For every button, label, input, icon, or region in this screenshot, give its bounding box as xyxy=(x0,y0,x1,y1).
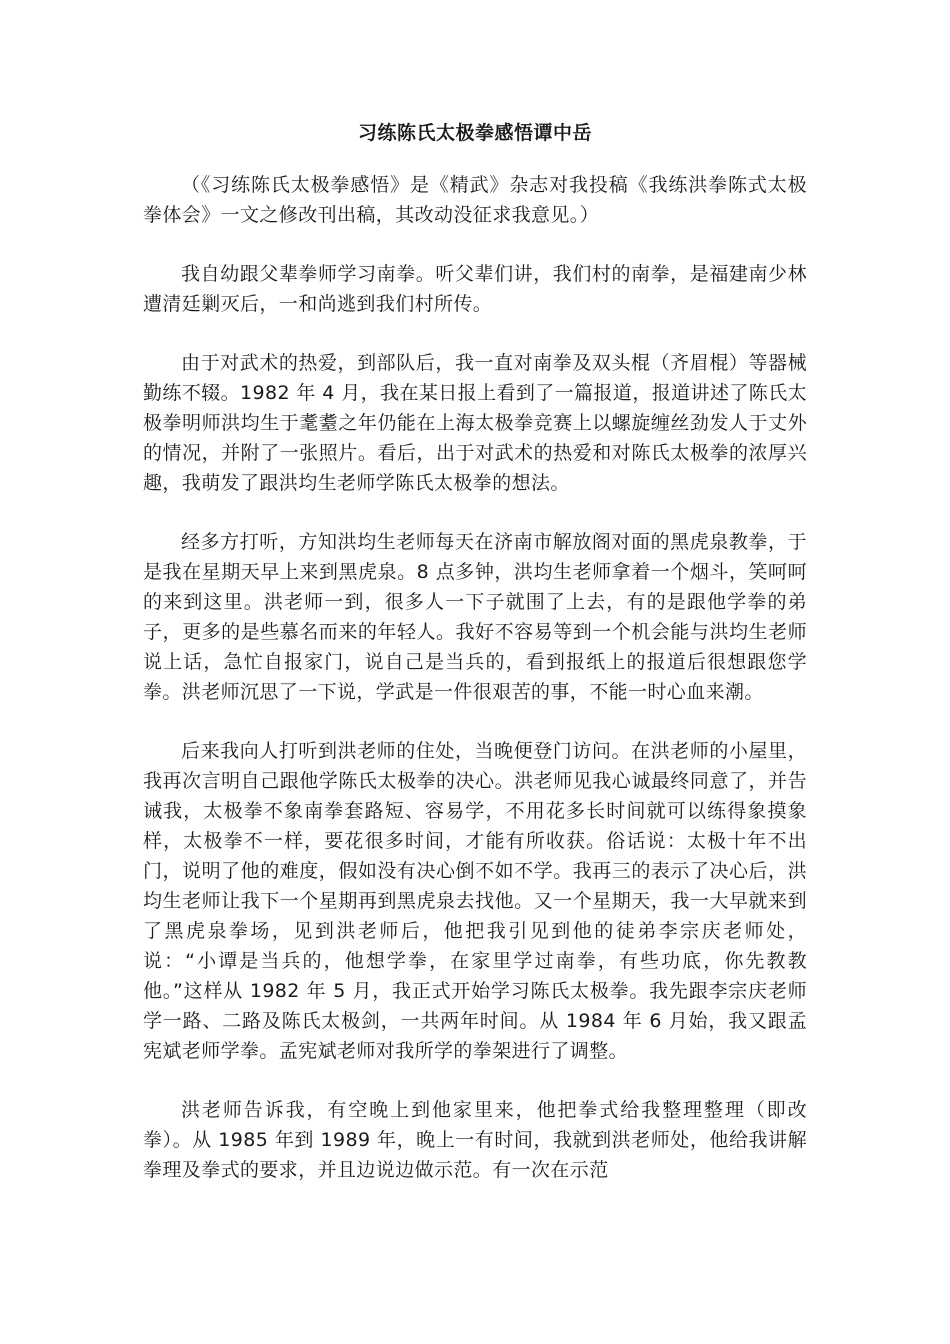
paragraph-heihuquan: 经多方打听，方知洪均生老师每天在济南市解放阁对面的黑虎泉教拳，于是我在星期天早上来到黑虎泉。8 点多钟，洪均生老师拿着一个烟斗，笑呵呵的来到这里。洪老师一到，很多人一下子就围了上去，有的是跟他学拳的弟子，更多的是些慕名而来的年轻人。我好不容易等到一个机会能与洪均生老师说上话，急忙自报家门，说自己是当兵的，看到报纸上的报道后很想跟您学拳。洪老师沉思了一下说，学武是一件很艰苦的事，不能一时心血来潮。 xyxy=(143,531,807,703)
document-body xyxy=(143,170,807,1214)
paragraph-army-report: 由于对武术的热爱，到部队后，我一直对南拳及双头棍（齐眉棍）等器械勤练不辍。1982 年 4 月，我在某日报上看到了一篇报道，报道讲述了陈氏太极拳明师洪均生于耄耋之年仍能在上海太极拳竞赛上以螺旋缠丝劲发人于丈外的情况，并附了一张照片。看后，出于对武术的热爱和对陈氏太极拳的浓厚兴趣，我萌发了跟洪均生老师学陈氏太极拳的想法。 xyxy=(143,352,807,494)
paragraph-childhood: 我自幼跟父辈拳师学习南拳。听父辈们讲，我们村的南拳，是福建南少林遭清廷剿灭后，一和尚逃到我们村所传。 xyxy=(143,263,807,315)
paragraph-visit-home: 后来我向人打听到洪老师的住处，当晚便登门访问。在洪老师的小屋里，我再次言明自己跟他学陈氏太极拳的决心。洪老师见我心诚最终同意了，并告诫我，太极拳不象南拳套路短、容易学，不用花多长时间就可以练得象摸象样，太极拳不一样，要花很多时间，才能有所收获。俗话说：太极十年不出门，说明了他的难度，假如没有决心倒不如不学。我再三的表示了决心后，洪均生老师让我下一个星期再到黑虎泉去找他。又一个星期天，我一大早就来到了黑虎泉拳场，见到洪老师后，他把我引见到他的徒弟李宗庆老师处，说：“小谭是当兵的，他想学拳，在家里学过南拳，有些功底，你先教教他。”这样从 1982 年 5 月，我正式开始学习陈氏太极拳。我先跟李宗庆老师学一路、二路及陈氏太极剑，一共两年时间。从 1984 年 6 月始，我又跟孟宪斌老师学拳。孟宪斌老师对我所学的拳架进行了调整。 xyxy=(143,740,807,1062)
paragraph-editor-note: （《习练陈氏太极拳感悟》是《精武》杂志对我投稿《我练洪拳陈式太极拳体会》一文之修改刊出稿，其改动没征求我意见。） xyxy=(143,174,807,226)
paragraph-evening-lessons: 洪老师告诉我，有空晚上到他家里来，他把拳式给我整理整理（即改拳）。从 1985 年到 1989 年，晚上一有时间，我就到洪老师处，他给我讲解拳理及拳式的要求，并且边说边做示范。有一次在示范 xyxy=(143,1099,807,1181)
document-title: 习练陈氏太极拳感悟谭中岳 xyxy=(357,122,592,144)
